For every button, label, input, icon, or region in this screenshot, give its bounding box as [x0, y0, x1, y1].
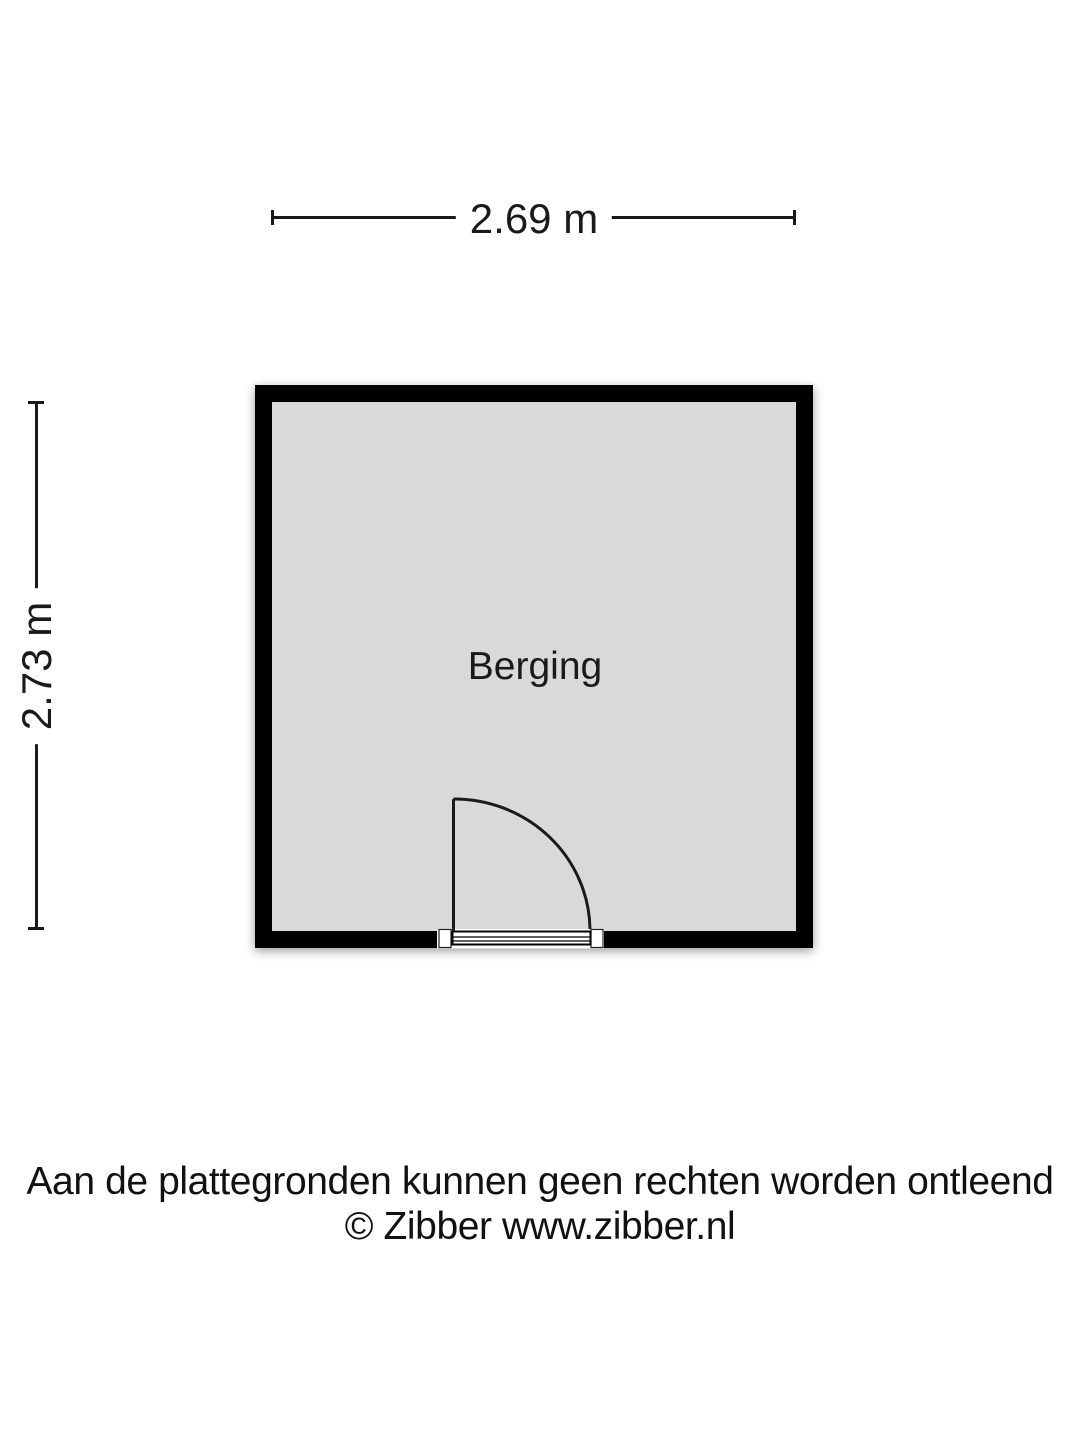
disclaimer-line: Aan de plattegronden kunnen geen rechten worden ontleend [26, 1160, 1054, 1203]
door-jamb-left [439, 930, 451, 948]
footer [0, 1159, 1080, 1249]
room-label: Berging [467, 645, 603, 688]
door [420, 790, 620, 960]
top-dimension-tick-right [793, 210, 796, 225]
copyright-line: © Zibber www.zibber.nl [344, 1205, 736, 1248]
top-dimension-tick-left [271, 210, 274, 225]
left-dimension-tick-bottom [28, 927, 44, 930]
height-dimension-label: 2.73 m [14, 588, 60, 744]
door-swing-arc [454, 799, 591, 929]
left-dimension-tick-top [28, 401, 44, 404]
door-threshold [453, 932, 591, 945]
width-dimension-label: 2.69 m [456, 196, 612, 242]
door-jamb-right [591, 930, 603, 948]
